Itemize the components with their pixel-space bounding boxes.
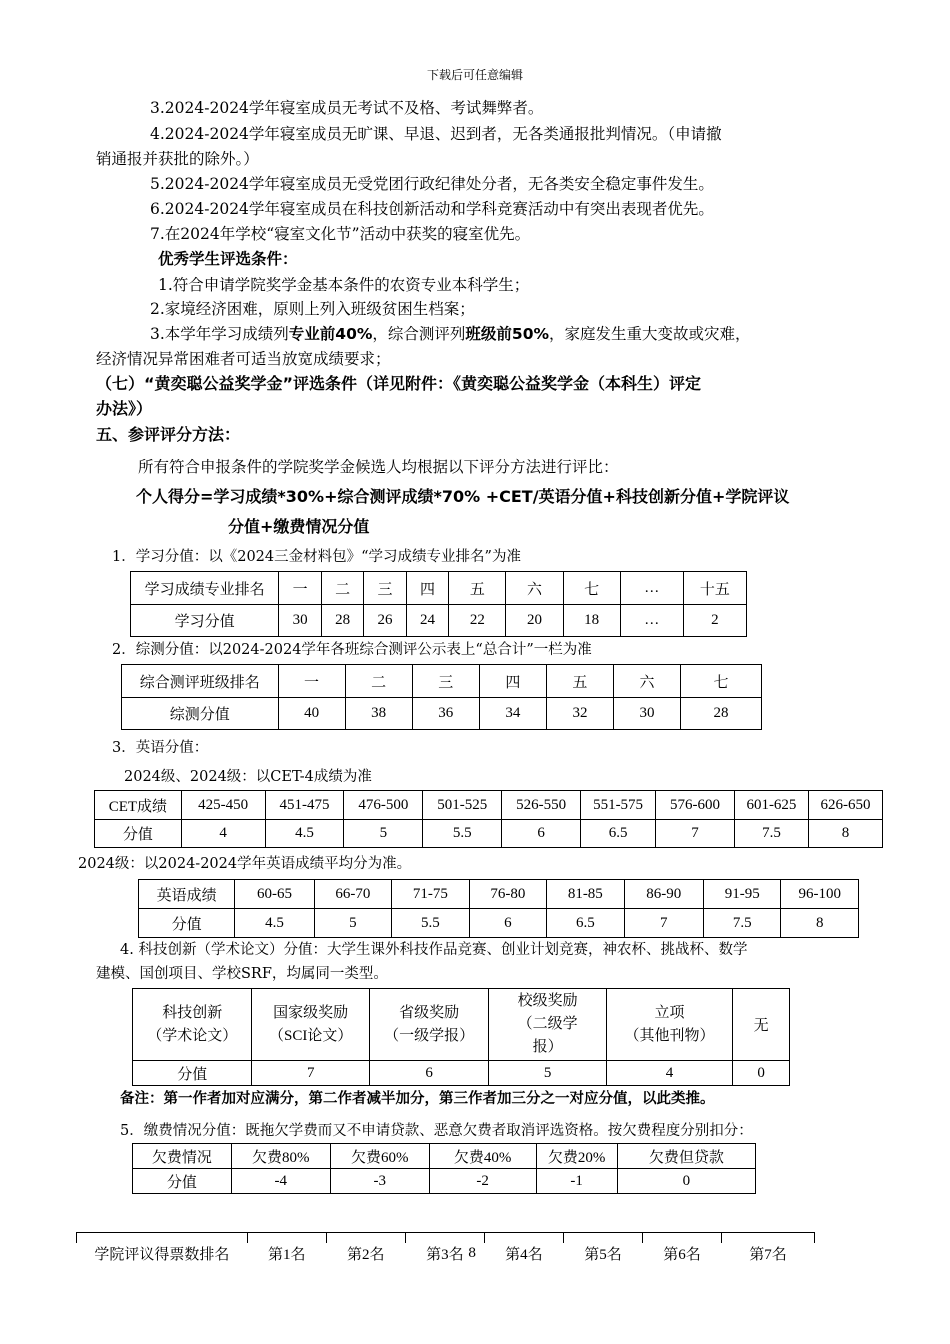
point-4-cont: 建模、国创项目、学校SRF，均属同一类型。 (96, 966, 388, 982)
cell-top (326, 1233, 405, 1243)
cell: … (620, 572, 683, 605)
condition-7: 7.在2024年学校“寝室文化节”活动中获奖的寝室优先。 (150, 225, 531, 243)
cell: 第7名 (749, 1247, 787, 1263)
cell: 26 (364, 605, 406, 637)
cell: 第3名 (426, 1247, 464, 1263)
condition-6: 6.2024-2024学年寝室成员在科技创新活动和学科竞赛活动中有突出表现者优先。 (150, 200, 714, 218)
excellent-3-post: ，家庭发生重大变故或灾难， (549, 325, 751, 343)
cell: 一 (279, 572, 321, 605)
cell: 第1名 (267, 1247, 306, 1263)
cell: 综合测评班级排名 (122, 665, 279, 698)
cell: 学习分值 (131, 605, 279, 637)
cell: 60-65 (235, 880, 314, 909)
page-number: 8 (468, 1246, 477, 1261)
cell: 34 (479, 698, 546, 730)
cell: 四 (406, 572, 448, 605)
cell: 601-625 (734, 791, 808, 820)
cell: 30 (279, 605, 321, 637)
cell: CET成绩 (95, 791, 182, 820)
condition-4: 4.2024-2024学年寝室成员无旷课、早退、迟到者，无各类通报批判情况。（申请撤 (150, 125, 722, 143)
excellent-3-mid: ，综合测评列 (372, 325, 466, 343)
excellent-3-pre: 3.本学年学习成绩列 (150, 325, 289, 343)
cell: 分值 (139, 909, 235, 938)
cell-top (643, 1233, 722, 1243)
cell: 576-600 (656, 791, 735, 820)
cell: 20 (506, 605, 563, 637)
cell: 425-450 (181, 791, 265, 820)
cell: 七 (681, 665, 762, 698)
cell: -2 (429, 1169, 536, 1194)
cell: -4 (231, 1169, 330, 1194)
fee-score-table (132, 1143, 756, 1194)
cell: 7 (624, 909, 703, 938)
formula-line-1: 个人得分=学习成绩*30%+综合测评成绩*70% +CET/英语分值+科技创新分值+学院评议 (136, 487, 790, 506)
cell: 40 (278, 698, 345, 730)
intro-text: 所有符合申报条件的学院奖学金候选人均根据以下评分方法进行评比： (138, 458, 619, 476)
cell-top (484, 1233, 563, 1243)
cell: 欠费但贷款 (617, 1144, 755, 1169)
cell: 81-85 (547, 880, 624, 909)
cell: 4.5 (265, 820, 344, 848)
cell: 十五 (683, 572, 746, 605)
cell: 626-650 (808, 791, 882, 820)
cell: 立项 （其他刊物） (606, 989, 732, 1061)
cell: 8 (781, 909, 859, 938)
cell-top (405, 1233, 484, 1243)
cell: 5.5 (423, 820, 502, 848)
cell: -1 (536, 1169, 617, 1194)
cell: 38 (345, 698, 412, 730)
cell: 欠费80% (231, 1144, 330, 1169)
cell: 66-70 (314, 880, 391, 909)
excellent-2: 2.家境经济困难，原则上列入班级贫困生档案； (150, 300, 475, 318)
cell: 96-100 (781, 880, 859, 909)
cell: 76-80 (469, 880, 546, 909)
cell-top (247, 1233, 326, 1243)
cell: 欠费20% (536, 1144, 617, 1169)
cell: 5 (489, 1061, 606, 1086)
cell: 省级奖励 （一级学报） (369, 989, 488, 1061)
cell: 36 (412, 698, 479, 730)
cell-top (722, 1233, 815, 1243)
cell: 24 (406, 605, 448, 637)
condition-5: 5.2024-2024学年寝室成员无受党团行政纪律处分者，无各类安全稳定事件发生。 (150, 175, 714, 193)
cell: 4 (606, 1061, 732, 1086)
cell: 7 (252, 1061, 370, 1086)
english-score-table (138, 879, 859, 938)
page-header: 下载后可任意编辑 (426, 68, 523, 82)
cell: 8 (808, 820, 882, 848)
cell: 5 (344, 820, 423, 848)
cell: 二 (345, 665, 412, 698)
excellent-3-cont: 经济情况异常困难者可适当放宽成绩要求； (96, 350, 391, 368)
cell: -3 (330, 1169, 429, 1194)
cell: 7.5 (703, 909, 780, 938)
cell: 四 (479, 665, 546, 698)
cell: 六 (506, 572, 563, 605)
cell: 校级奖励 （二级学 报） (489, 989, 606, 1061)
cell: 18 (563, 605, 620, 637)
cell: 一 (278, 665, 345, 698)
cell: 第5名 (584, 1247, 622, 1263)
cell: 国家级奖励 （SCI论文） (252, 989, 370, 1061)
cell: 526-550 (502, 791, 581, 820)
cell: 三 (364, 572, 406, 605)
cell: 71-75 (392, 880, 469, 909)
innovation-score-table (132, 988, 790, 1086)
cell: 学院评议得票数排名 (94, 1247, 230, 1263)
cell: 501-525 (423, 791, 502, 820)
cell: 6 (502, 820, 581, 848)
cell: 7.5 (734, 820, 808, 848)
condition-4-cont: 销通报并获批的除外。） (96, 150, 259, 168)
cell: 五 (449, 572, 506, 605)
cet-score-table (94, 790, 883, 848)
cell-top (563, 1233, 642, 1243)
authorship-note: 备注：第一作者加对应满分，第二作者减半加分，第三作者加三分之一对应分值，以此类推。 (120, 1091, 715, 1107)
excellent-3 (150, 323, 751, 345)
formula-line-2: 分值+缴费情况分值 (228, 517, 370, 536)
cell: 6 (369, 1061, 488, 1086)
cell: 0 (733, 1061, 790, 1086)
cell: 22 (449, 605, 506, 637)
excellent-1: 1.符合申请学院奖学金基本条件的农资专业本科学生； (158, 276, 530, 294)
cell: 第4名 (505, 1247, 543, 1263)
cell: 三 (412, 665, 479, 698)
study-score-table (130, 571, 747, 637)
point-3-cet: 2024级、2024级：以CET-4成绩为准 (124, 769, 372, 785)
cell: 分值 (133, 1061, 252, 1086)
cell: 86-90 (624, 880, 703, 909)
cell: 七 (563, 572, 620, 605)
point-3: 3．英语分值： (112, 740, 209, 756)
cell: 综测分值 (122, 698, 279, 730)
cell: 476-500 (344, 791, 423, 820)
cell: 欠费60% (330, 1144, 429, 1169)
cell: 4 (181, 820, 265, 848)
cell-top (77, 1233, 248, 1243)
cell: 学习成绩专业排名 (131, 572, 279, 605)
condition-3: 3.2024-2024学年寝室成员无考试不及格、考试舞弊者。 (150, 99, 544, 117)
cell: 分值 (133, 1169, 232, 1194)
cell: 4.5 (235, 909, 314, 938)
section-5-title: 五、参评评分方法： (96, 425, 241, 444)
point-1: 1．学习分值：以《2024三金材料包》“学习成绩专业排名”为准 (112, 549, 521, 565)
cell: 6.5 (547, 909, 624, 938)
section-7-title: （七）“黄奕聪公益奖学金”评选条件（详见附件：《黄奕聪公益奖学金（本科生）评定 (96, 374, 702, 393)
cell: … (620, 605, 683, 637)
cell: 28 (321, 605, 363, 637)
excellent-3-major: 专业前40% (288, 325, 373, 343)
composite-score-table (121, 664, 762, 730)
cell: 2 (683, 605, 746, 637)
cell: 英语成绩 (139, 880, 235, 909)
cell: 0 (617, 1169, 755, 1194)
excellent-3-class: 班级前50% (465, 325, 550, 343)
cell: 5 (314, 909, 391, 938)
cell: 分值 (95, 820, 182, 848)
cell: 5.5 (392, 909, 469, 938)
section-7-title-cont: 办法》） (96, 399, 153, 418)
cell: 451-475 (265, 791, 344, 820)
college-review-table (76, 1232, 815, 1265)
point-4: 4. 科技创新（学术论文）分值：大学生课外科技作品竞赛、创业计划竞赛，神农杯、挑战杯、数学 (120, 942, 748, 958)
cell: 五 (546, 665, 613, 698)
cell: 无 (733, 989, 790, 1061)
point-5: 5．缴费情况分值：既拖欠学费而又不申请贷款、恶意欠费者取消评选资格。按欠费程度分别扣分： (120, 1123, 753, 1139)
cell: 6.5 (581, 820, 656, 848)
cell: 第6名 (663, 1247, 701, 1263)
point-2: 2．综测分值：以2024-2024学年各班综合测评公示表上“总合计”一栏为准 (112, 642, 592, 658)
cell: 科技创新 （学术论文） (133, 989, 252, 1061)
cell: 91-95 (703, 880, 780, 909)
cell: 551-575 (581, 791, 656, 820)
cell: 第2名 (347, 1247, 385, 1263)
cell: 32 (546, 698, 613, 730)
cell: 欠费情况 (133, 1144, 232, 1169)
cell: 欠费40% (429, 1144, 536, 1169)
cell: 六 (613, 665, 680, 698)
cell: 28 (681, 698, 762, 730)
point-3-english: 2024级：以2024-2024学年英语成绩平均分为准。 (78, 856, 412, 872)
cell: 二 (321, 572, 363, 605)
cell: 30 (613, 698, 680, 730)
excellent-title: 优秀学生评选条件： (158, 250, 298, 268)
cell: 6 (469, 909, 546, 938)
cell: 7 (656, 820, 735, 848)
